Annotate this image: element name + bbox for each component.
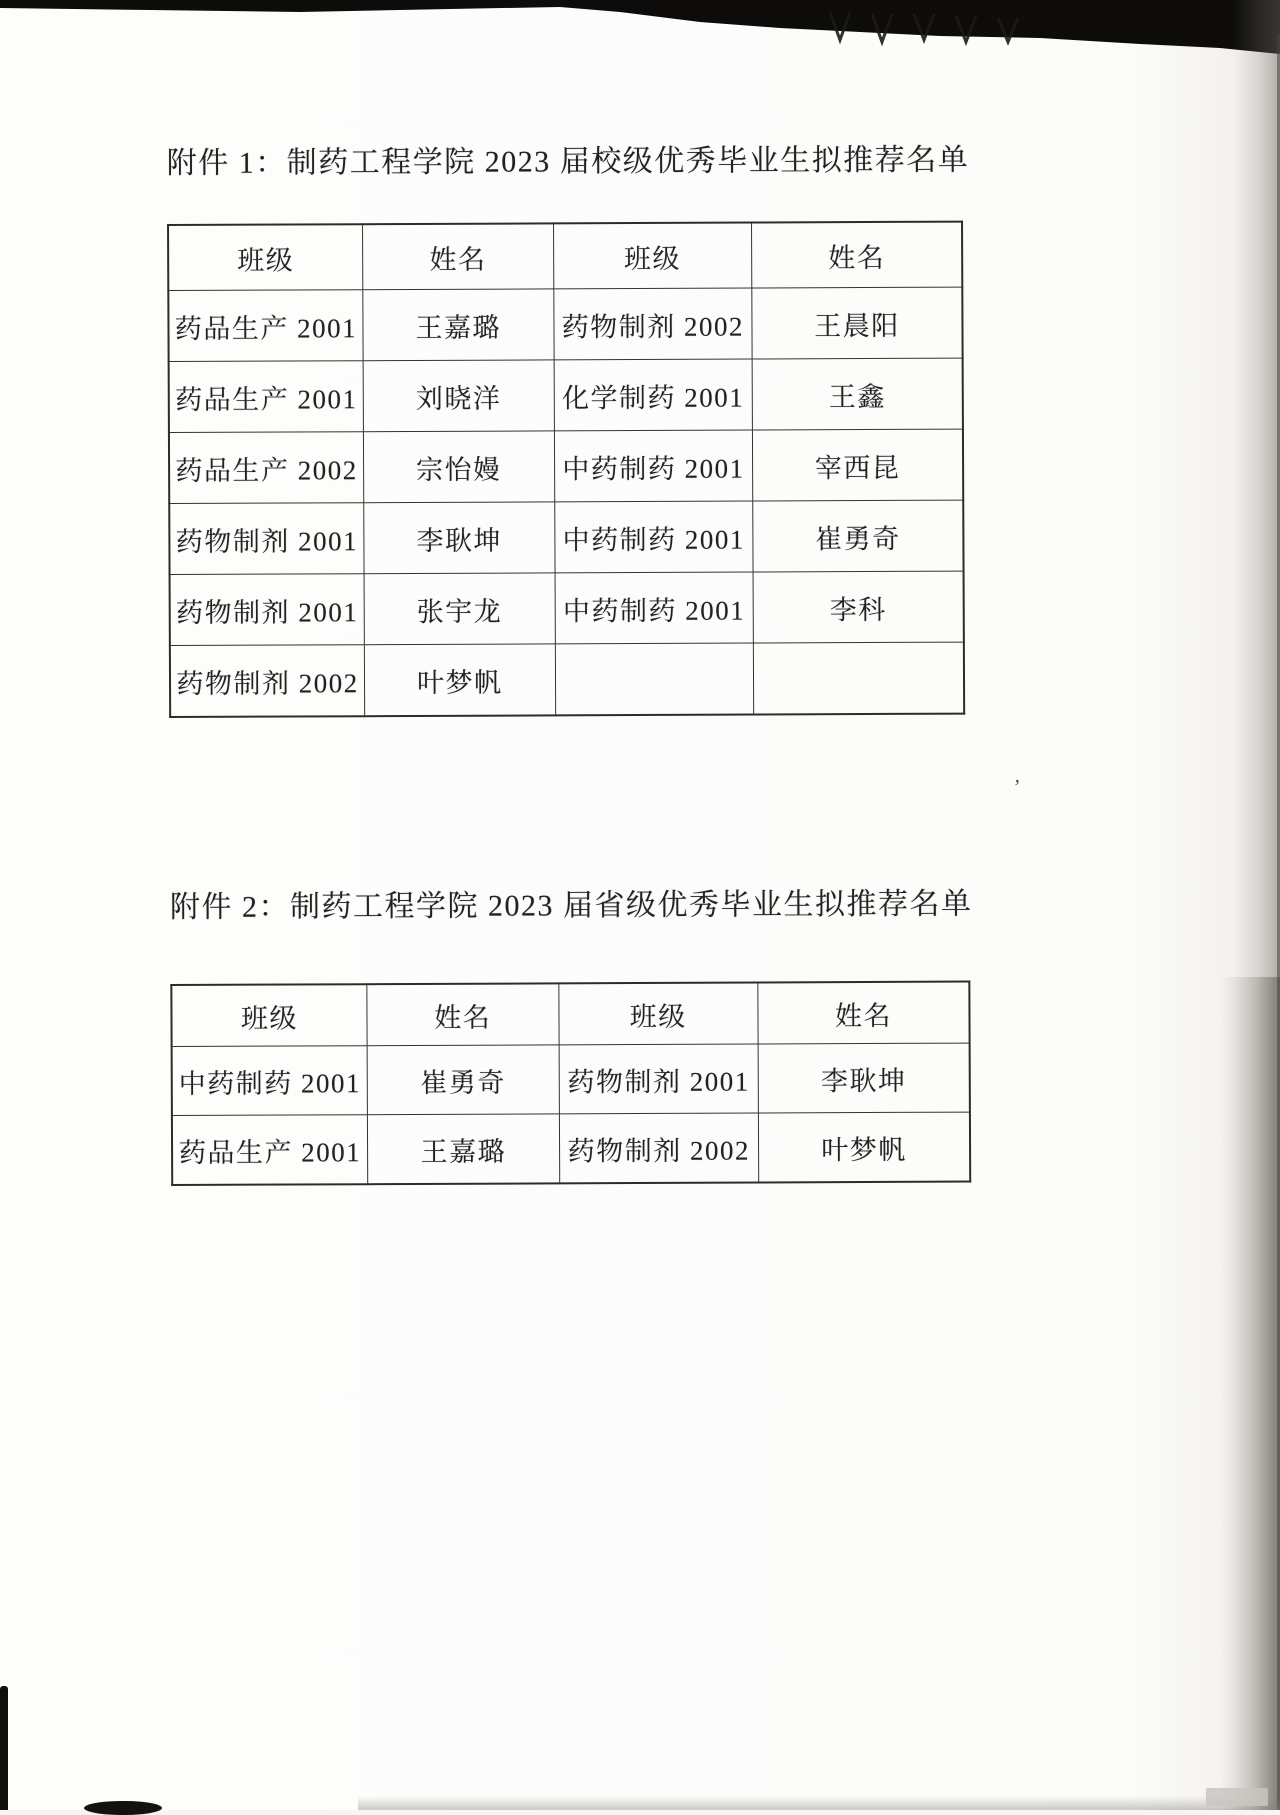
column-header: 班级 [558, 982, 758, 1044]
class-cell: 药物制剂 2002 [553, 288, 752, 360]
column-header: 姓名 [758, 982, 970, 1044]
table-row [172, 1043, 970, 1115]
class-cell: 药物制剂 2001 [170, 574, 365, 646]
column-header: 姓名 [752, 222, 963, 288]
class-cell: 药品生产 2001 [169, 361, 364, 433]
name-cell: 宰西昆 [752, 429, 963, 501]
class-cell: 药品生产 2001 [172, 1115, 368, 1185]
column-header: 班级 [553, 223, 752, 289]
column-header: 姓名 [363, 223, 554, 289]
attachment-2-section [170, 885, 971, 1186]
name-cell: 李耿坤 [364, 502, 555, 574]
attachment-2-table-header [171, 982, 969, 1047]
class-cell: 药品生产 2002 [169, 432, 364, 504]
class-cell: 中药制药 2001 [555, 572, 754, 644]
scan-speck: ’ [1013, 774, 1021, 800]
attachment-1-table [167, 221, 965, 718]
attachment-1-table-header [168, 222, 962, 291]
scan-bottom-blob [84, 1801, 162, 1815]
class-cell: 药品生产 2001 [168, 290, 363, 362]
class-cell: 药物制剂 2002 [170, 645, 365, 717]
table-row [169, 358, 963, 432]
name-cell: 王嘉璐 [367, 1114, 559, 1184]
name-cell: 崔勇奇 [753, 500, 964, 572]
name-cell: 王鑫 [752, 358, 963, 430]
name-cell: 张宇龙 [364, 573, 555, 645]
column-header: 班级 [168, 224, 363, 290]
name-cell: 崔勇奇 [367, 1045, 559, 1115]
name-cell: 王嘉璐 [363, 289, 554, 361]
attachment-2-table [170, 981, 971, 1186]
scan-bottom-shadow [358, 1796, 1280, 1810]
name-cell: 叶梦帆 [758, 1112, 970, 1182]
attachment-1-title: 附件 1：制药工程学院 2023 届校级优秀毕业生拟推荐名单 [166, 143, 970, 181]
table-row [168, 287, 962, 361]
table-row [172, 1112, 970, 1185]
table-row [170, 642, 964, 717]
class-cell: 化学制药 2001 [554, 359, 753, 431]
class-cell: 中药制药 2001 [554, 430, 753, 502]
column-header: 姓名 [367, 983, 559, 1045]
scan-right-shadow-lower [1220, 977, 1280, 1810]
header-row [168, 222, 962, 291]
attachment-1-section [166, 141, 970, 718]
table-row [169, 500, 963, 574]
name-cell: 叶梦帆 [364, 644, 555, 716]
name-cell: 李科 [753, 571, 964, 643]
name-cell: 李耿坤 [758, 1043, 970, 1113]
empty-cell [555, 643, 754, 715]
column-header: 班级 [171, 984, 367, 1046]
header-row [171, 982, 969, 1047]
table-row [169, 429, 963, 503]
class-cell: 药物制剂 2002 [559, 1113, 759, 1183]
name-cell: 王晨阳 [752, 287, 963, 359]
empty-cell [753, 642, 964, 714]
class-cell: 中药制药 2001 [554, 501, 753, 573]
class-cell: 中药制药 2001 [172, 1046, 368, 1116]
table-row [170, 571, 964, 645]
class-cell: 药物制剂 2001 [559, 1044, 759, 1114]
class-cell: 药物制剂 2001 [169, 503, 364, 575]
scan-bottom-left-strip [0, 1686, 8, 1810]
name-cell: 刘晓洋 [363, 360, 554, 432]
scan-bottom-right-patch [1206, 1788, 1268, 1806]
attachment-2-title: 附件 2：制药工程学院 2023 届省级优秀毕业生拟推荐名单 [169, 887, 973, 925]
name-cell: 宗怡嫚 [363, 431, 554, 503]
